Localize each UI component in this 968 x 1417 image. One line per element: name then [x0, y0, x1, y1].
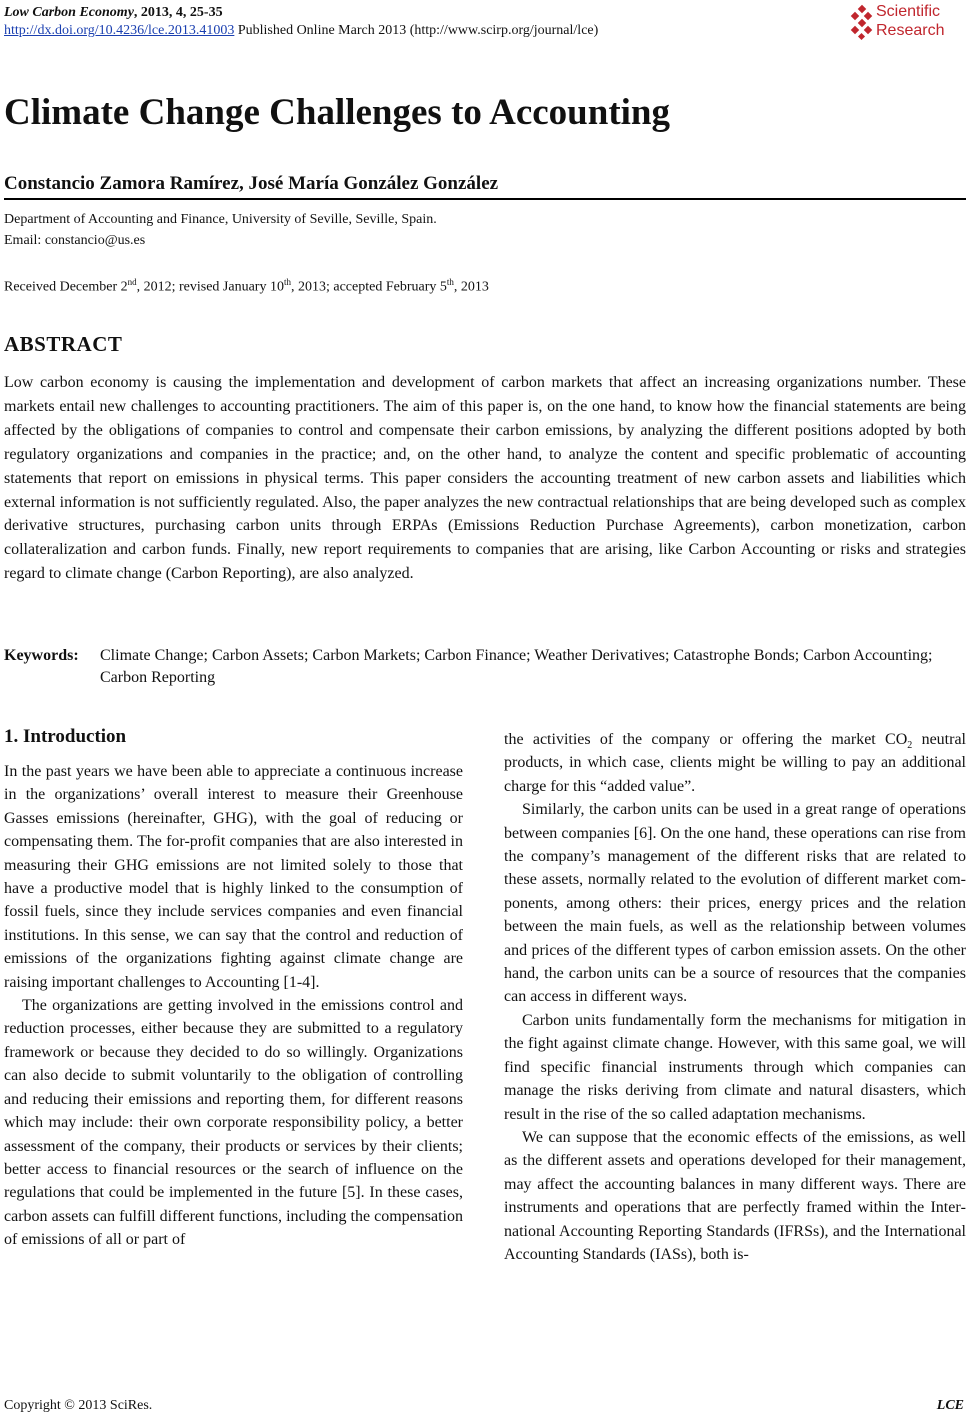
received-sup-1: nd [127, 277, 137, 287]
intro-paragraph-2: The organizations are getting involved in the emissions control and reduction processes, either because they are submitted to a regulatory framework or because they decided to do so willingly. Organizations can also decide to submit voluntarily to the obligation of controlling and reducing their emissions and reporting them, for different reasons which may include: their own corporate responsibility policy, a better assessment of the company, their products or services by their clients; better access to financial resources or the search of influence on the regulations that could be implemented in the future [5]. In these cases, carbon assets can fulfill different functions, including the compensation of emissions of all or part of [4, 997, 463, 1249]
affiliation: Department of Accounting and Finance, University of Seville, Seville, Spain. [4, 212, 437, 227]
journal-issue: , 2013, 4, 25-35 [133, 5, 223, 20]
section-heading-introduction: 1. Introduction [4, 726, 127, 747]
paragraph-3-text-a: the activities of the company or offering the market CO [504, 731, 908, 748]
received-sup-2: th [283, 277, 291, 287]
keywords-label: Keywords: [4, 647, 79, 664]
doi-link[interactable]: http://dx.doi.org/10.4236/lce.2013.41003 [4, 23, 235, 38]
intro-paragraph-1: In the past years we have been able to appreciate a continuous increase in the organizations’ overall interest to measure their Greenhouse Gasses emissions (hereinafter, GHG), with the goal of reducing or compensating them. The for-profit companies that are also interested in measuring their GHG emissions are not limited solely to those that have a productive model that is highly linked to the consumption of fossil fuels, since they include services companies and even financial institutions. In this sense, we can say that the control and reduction of emissions of the organizations fighting against climate change are raising important challenges to Accounting [1-4]. [4, 763, 463, 991]
logo-line-2: Research [876, 22, 945, 39]
footer-journal-abbr: LCE [936, 1398, 964, 1413]
right-column [504, 728, 966, 1266]
logo-wordmark [876, 2, 944, 40]
co2-subscript: 2 [907, 740, 913, 752]
publication-line [4, 22, 598, 40]
journal-citation [4, 4, 223, 22]
author-email: Email: constancio@us.es [4, 233, 146, 248]
received-text-3: , 2013; accepted February 5 [290, 279, 447, 295]
left-column [4, 724, 463, 1252]
paper-authors: Constancio Zamora Ramírez, José María González González [4, 173, 499, 194]
logo-dots-icon [848, 4, 874, 44]
paragraph-3-text-b: neutral products, in which case, clients might be willing to pay an additional charge for this “added value”. [504, 731, 967, 795]
keywords-text: Climate Change; Carbon Assets; Carbon Markets; Carbon Finance; Weather Derivatives; Catastrophe Bonds; Carbon Accounting; Carbon Reporting [100, 647, 933, 686]
paper-title: Climate Change Challenges to Accounting [4, 92, 670, 133]
footer-copyright: Copyright © 2013 SciRes. [4, 1398, 153, 1413]
journal-name: Low Carbon Economy [4, 5, 134, 20]
author-divider [4, 198, 966, 200]
keywords [4, 645, 966, 689]
scientific-research-logo [848, 2, 966, 44]
received-text-2: , 2012; revised January 10 [136, 279, 284, 295]
intro-paragraph-4: Similarly, the carbon units can be used in a great range of operations between companies [6]. On the one hand, these operations can rise from the company’s management of the different risks that are related to these assets, normally related to the evolution of different market components, among others: their prices, energy prices and the relation between the main fuels, as well as the relationship between volumes and prices of the different types of carbon emission assets. On the other hand, the carbon units can be a source of resources that the companies can access in different ways. [504, 801, 966, 1006]
intro-paragraph-3 [504, 728, 966, 798]
intro-paragraph-5: Carbon units fundamentally form the mechanisms for mitigation in the fight against climate change. However, with this same goal, we will find specific financial instruments through which companies can manage the risks deriving from climate and natural disasters, which result in the rise of the so called adaptation mechanisms. [504, 1011, 966, 1123]
received-dates [4, 272, 489, 298]
received-text-1: Received December 2 [4, 279, 128, 295]
published-online: Published Online March 2013 (http://www.scirp.org/journal/lce) [234, 23, 599, 38]
abstract-heading: ABSTRACT [4, 332, 123, 356]
intro-paragraph-6: We can suppose that the economic effects of the emissions, as well as the different assets and operations developed for their management, may affect the accounting balances in many different ways. There are instruments and operations that are perfectly framed within the International Accounting Reporting Standards (IFRSs), and the International Accounting Standards (IASs), both is- [504, 1128, 966, 1263]
received-text-4: , 2013 [453, 279, 489, 295]
logo-line-1: Scientific [876, 3, 941, 20]
abstract-body: Low carbon economy is causing the implementation and development of carbon markets that affect an increasing organizations number. These markets entail new challenges to accounting practitioners. The aim of this paper is, on the one hand, to know how the financial statements are being affected by the obligations of companies to control and compensate their carbon emissions, by analyzing the different positions adopted by both regulatory organizations and companies in the practice; and, on the other hand, to analyze the content and specific problematic of accounting statements that report on emissions in physical terms. This paper considers the accounting treatment of new carbon assets and liabilities which external information is not sufficiently regulated. Also, the paper analyzes the new contractual relationships that are being developed such as complex derivative structures, purchasing carbon units through ERPAs (Emissions Reduction Purchase Agreements), carbon monetization, carbon collateralization and carbon funds. Finally, new report requirements to companies that are arising, like Carbon Accounting or risks and strategies regard to climate change (Carbon Reporting), are also analyzed. [4, 374, 966, 583]
received-sup-3: th [446, 277, 454, 287]
